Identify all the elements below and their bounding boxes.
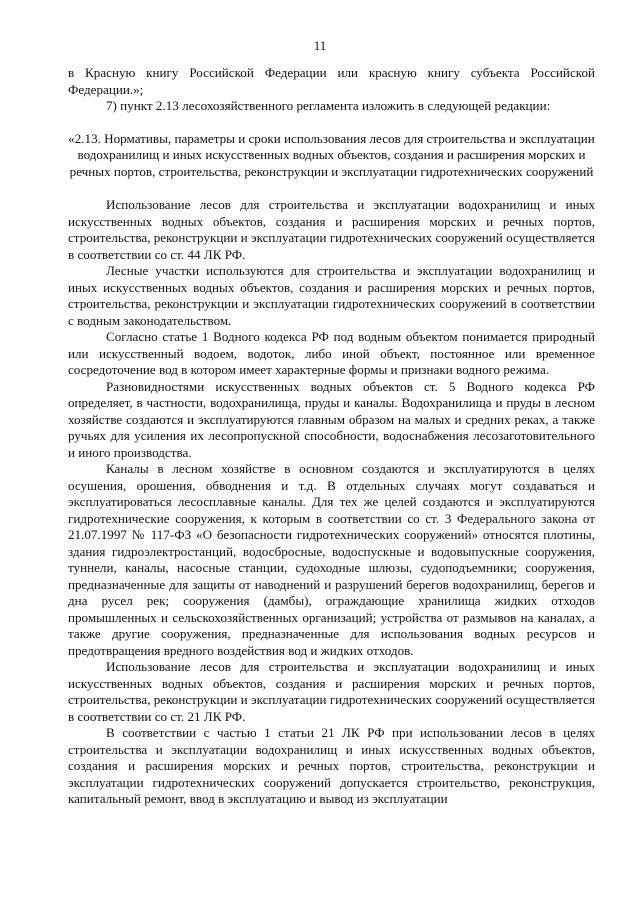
section-heading: «2.13. Нормативы, параметры и сроки использования лесов для строительства и эксплуатации водохранилищ и иных искусственных водных объектов, создания и расширения морских и речных портов, строительства, реконструкции и эксплуатации гидротехнических сооружений bbox=[68, 130, 595, 179]
paragraph: Согласно статье 1 Водного кодекса РФ под водным объектом понимается природный или искусственный водоем, водоток, либо иной объект, постоянное или временное сосредоточение вод в котором имеет характерные формы и признаки водного режима. bbox=[68, 329, 595, 377]
paragraph: Лесные участки используются для строительства и эксплуатации водохранилищ и иных искусственных водных объектов, создания и расширения морских и речных портов, строительства, реконструкции и эксплуатации гидротехнических сооружений в соответствии с водным законодательством. bbox=[68, 263, 595, 328]
document-body bbox=[68, 65, 595, 808]
paragraph: Использование лесов для строительства и эксплуатации водохранилищ и иных искусственных водных объектов, создания и расширения морских и речных портов, строительства, реконструкции и эксплуатации гидротехнических сооружений осуществляется в соответствии со ст. 44 ЛК РФ. bbox=[68, 197, 595, 262]
paragraph-continuation: в Красную книгу Российской Федерации или красную книгу субъекта Российской Федерации.»; bbox=[68, 65, 595, 97]
paragraph: Использование лесов для строительства и эксплуатации водохранилищ и иных искусственных водных объектов, создания и расширения морских и речных портов, строительства, реконструкции и эксплуатации гидротехнических сооружений осуществляется в соответствии со ст. 21 ЛК РФ. bbox=[68, 659, 595, 724]
paragraph: Разновидностями искусственных водных объектов ст. 5 Водного кодекса РФ определяет, в частности, водохранилища, пруды и каналы. Водохранилища и пруды в лесном хозяйстве создаются и эксплуатируются главным образом на малых и средних реках, а также ручьях для усиления их лесопропускной способности, водоснабжения лесозаготовительного и иного производства. bbox=[68, 378, 595, 460]
amendment-item-7: 7) пункт 2.13 лесохозяйственного регламента изложить в следующей редакции: bbox=[106, 98, 551, 113]
page-number: 11 bbox=[313, 38, 327, 53]
paragraph: В соответствии с частью 1 статьи 21 ЛК РФ при использовании лесов в целях строительства и эксплуатации водохранилищ и иных искусственных водных объектов, создания и расширения морских и речных портов, строительства, реконструкции и эксплуатации гидротехнических сооружений допускается строительство, реконструкция, капитальный ремонт, ввод в эксплуатацию и вывод из эксплуатации bbox=[68, 725, 595, 806]
paragraph: Каналы в лесном хозяйстве в основном создаются и эксплуатируются в целях осушения, орошения, обводнения и т.д. В отдельных случаях могут создаваться и эксплуатироваться лесосплавные каналы. Для тех же целей создаются и эксплуатируются гидротехнические сооружения, к которым в соответствии со ст. 3 Федерального закона от 21.07.1997 № 117-ФЗ «О безопасности гидротехнических сооружений» относятся плотины, здания гидроэлектростанций, водосбросные, водоспускные и водовыпускные сооружения, туннели, каналы, насосные станции, судоходные шлюзы, судоподъемники; сооружения, предназначенные для защиты от наводнений и разрушений берегов водохранилищ, берегов и дна русел рек; сооружения (дамбы), ограждающие хранилища жидких отходов промышленных и сельскохозяйственных организаций; устройства от размывов на каналах, а также другие сооружения, предназначенные для использования водных ресурсов и предотвращения вредного воздействия вод и жидких отходов. bbox=[68, 461, 595, 658]
